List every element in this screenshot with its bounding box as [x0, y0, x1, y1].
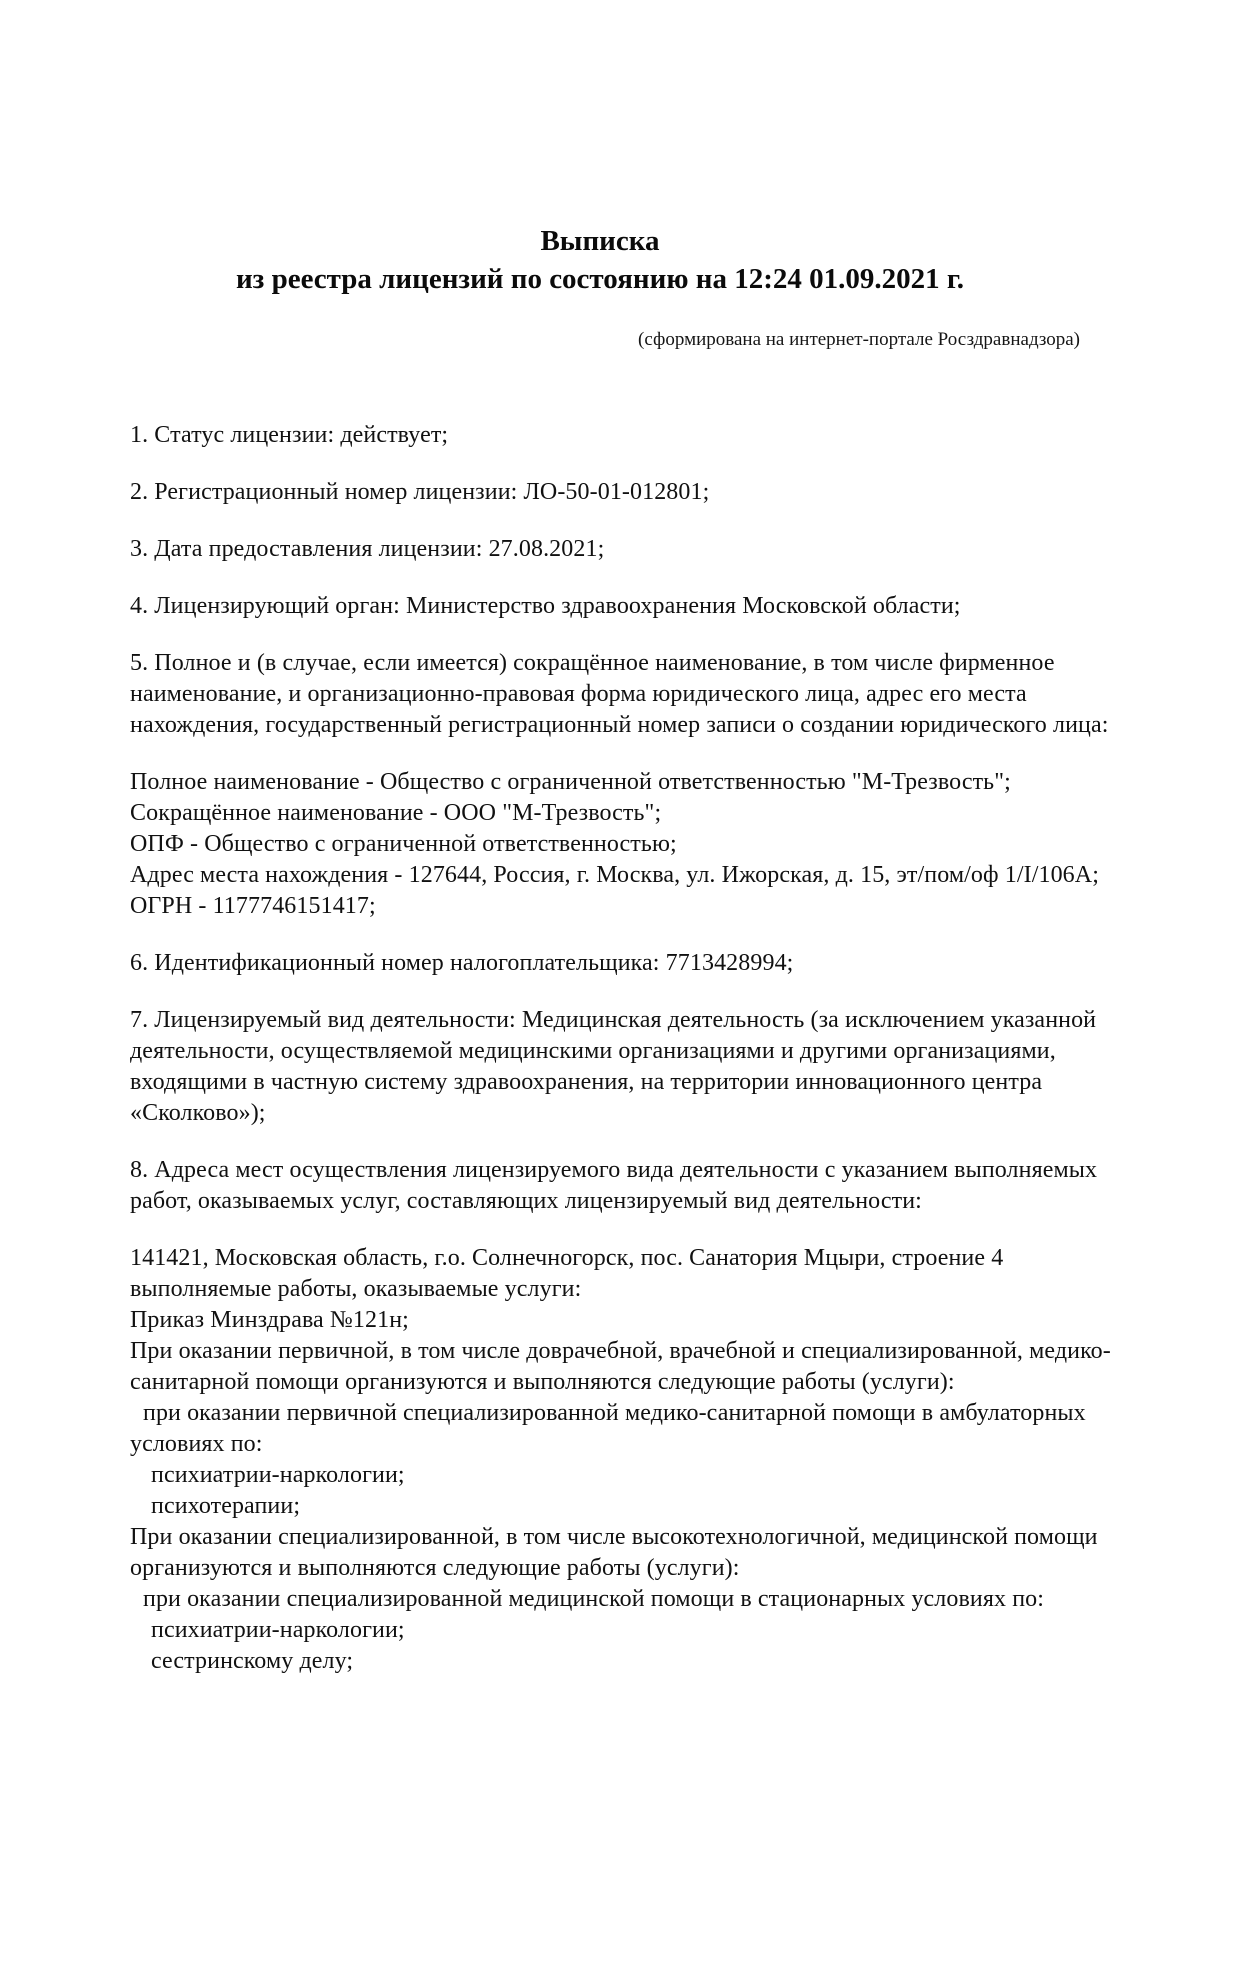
- document-body: [130, 420, 1130, 1677]
- subtitle: (сформирована на интернет-портале Росздравнадзора): [638, 329, 1080, 350]
- title-line-2: из реестра лицензий по состоянию на 12:24 01.09.2021 г.: [235, 263, 965, 295]
- paragraph: 8. Адреса мест осуществления лицензируемого вида деятельности с указанием выполняемых работ, оказываемых услуг, составляющих лицензируемый вид деятельности:: [130, 1157, 1098, 1214]
- document-title: [130, 222, 1130, 298]
- paragraph: ОПФ - Общество с ограниченной ответственностью;: [130, 831, 677, 857]
- paragraph: Адрес места нахождения - 127644, Россия, г. Москва, ул. Ижорская, д. 15, эт/пом/оф 1/I/106А;: [130, 862, 1099, 888]
- title-line-1: Выписка: [540, 225, 660, 257]
- paragraph: 1. Статус лицензии: действует;: [130, 422, 449, 448]
- paragraph: при оказании первичной специализированной медико-санитарной помощи в амбулаторных условиях по:: [130, 1400, 1086, 1457]
- paragraph: психотерапии;: [151, 1493, 301, 1519]
- paragraph: 7. Лицензируемый вид деятельности: Медицинская деятельность (за исключением указанной деятельности, осуществляемой медицинскими организациями и другими организациями, входящими в частную систему здравоохранения, на территории инновационного центра «Сколково»);: [130, 1007, 1097, 1126]
- paragraph: выполняемые работы, оказываемые услуги:: [130, 1276, 582, 1302]
- paragraph: 5. Полное и (в случае, если имеется) сокращённое наименование, в том числе фирменное наименование, и организационно-правовая форма юридического лица, адрес его места нахождения, государственный регистрационный номер записи о создании юридического лица:: [130, 650, 1109, 738]
- paragraph: Приказ Минздрава №121н;: [130, 1307, 409, 1333]
- paragraph: 6. Идентификационный номер налогоплательщика: 7713428994;: [130, 950, 794, 976]
- paragraph: Сокращённое наименование - ООО "М-Трезвость";: [130, 800, 662, 826]
- paragraph: 3. Дата предоставления лицензии: 27.08.2021;: [130, 536, 605, 562]
- paragraph: При оказании специализированной, в том числе высокотехнологичной, медицинской помощи организуются и выполняются следующие работы (услуги):: [130, 1524, 1098, 1581]
- paragraph: При оказании первичной, в том числе доврачебной, врачебной и специализированной, медико-санитарной помощи организуются и выполняются следующие работы (услуги):: [130, 1338, 1111, 1395]
- paragraph: 2. Регистрационный номер лицензии: ЛО-50-01-012801;: [130, 479, 710, 505]
- paragraph: ОГРН - 1177746151417;: [130, 893, 376, 919]
- paragraph: 141421, Московская область, г.о. Солнечногорск, пос. Санатория Мцыри, строение 4: [130, 1245, 1004, 1271]
- paragraph: сестринскому делу;: [151, 1648, 354, 1674]
- paragraph: Полное наименование - Общество с ограниченной ответственностью "М-Трезвость";: [130, 769, 1011, 795]
- paragraph: психиатрии-наркологии;: [151, 1617, 405, 1643]
- paragraph: при оказании специализированной медицинской помощи в стационарных условиях по:: [143, 1586, 1045, 1612]
- paragraph: 4. Лицензирующий орган: Министерство здравоохранения Московской области;: [130, 593, 961, 619]
- paragraph: психиатрии-наркологии;: [151, 1462, 405, 1488]
- document-page: [0, 222, 1240, 1977]
